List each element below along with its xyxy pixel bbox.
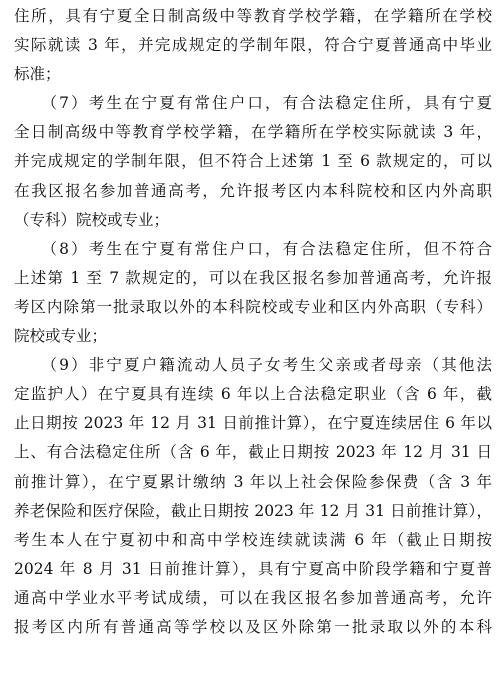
- text-line: （9）非宁夏户籍流动人员子女考生父亲或者母亲（其他法: [14, 356, 492, 375]
- text-line: 养老保险和医疗保险，截止日期按 2023 年 12 月 31 日前推计算），: [14, 501, 492, 520]
- text-line: 实际就读 3 年，并完成规定的学制年限，符合宁夏普通高中毕业: [14, 36, 492, 55]
- text-line: 前推计算），在宁夏累计缴纳 3 年以上社会保险参保费（含 3 年: [14, 472, 492, 491]
- text-line: 止日期按 2023 年 12 月 31 日前推计算），在宁夏连续居住 6 年以: [14, 414, 492, 433]
- text-line: 院校或专业；: [14, 327, 108, 346]
- text-line: 考生本人在宁夏初中和高中学校连续就读满 6 年（截止日期按: [14, 530, 492, 549]
- text-line: 上述第 1 至 7 款规定的，可以在我区报名参加普通高考，允许报: [14, 268, 492, 287]
- text-line: 通高中学业水平考试成绩，可以在我区报名参加普通高考，允许: [14, 588, 492, 607]
- text-line: 定监护人）在宁夏具有连续 6 年以上合法稳定职业（含 6 年，截: [14, 385, 492, 404]
- text-line: 考区内除第一批录取以外的本科院校或专业和区内外高职（专科）: [14, 297, 492, 316]
- text-line: （8）考生在宁夏有常住户口，有合法稳定住所，但不符合: [14, 239, 492, 258]
- text-line: 并完成规定的学制年限，但不符合上述第 1 至 6 款规定的，可以: [14, 152, 492, 171]
- text-line: 住所，具有宁夏全日制高级中等教育学校学籍，在学籍所在学校: [14, 7, 492, 25]
- text-line: 标准；: [14, 65, 61, 84]
- text-line: 上、有合法稳定住所（含 6 年，截止日期按 2023 年 12 月 31 日: [14, 443, 492, 462]
- text-line: （7）考生在宁夏有常住户口，有合法稳定住所，具有宁夏: [14, 94, 492, 113]
- text-line: 2024 年 8 月 31 日前推计算），具有宁夏高中阶段学籍和宁夏普: [14, 559, 492, 578]
- text-line: 全日制高级中等教育学校学籍，在学籍所在学校实际就读 3 年，: [14, 123, 492, 142]
- text-line: 在我区报名参加普通高考，允许报考区内本科院校和区内外高职: [14, 181, 492, 200]
- text-line: （专科）院校或专业；: [14, 210, 170, 229]
- text-line: 报考区内所有普通高等学校以及区外除第一批录取以外的本科: [14, 617, 492, 636]
- document-page: [14, 2, 492, 642]
